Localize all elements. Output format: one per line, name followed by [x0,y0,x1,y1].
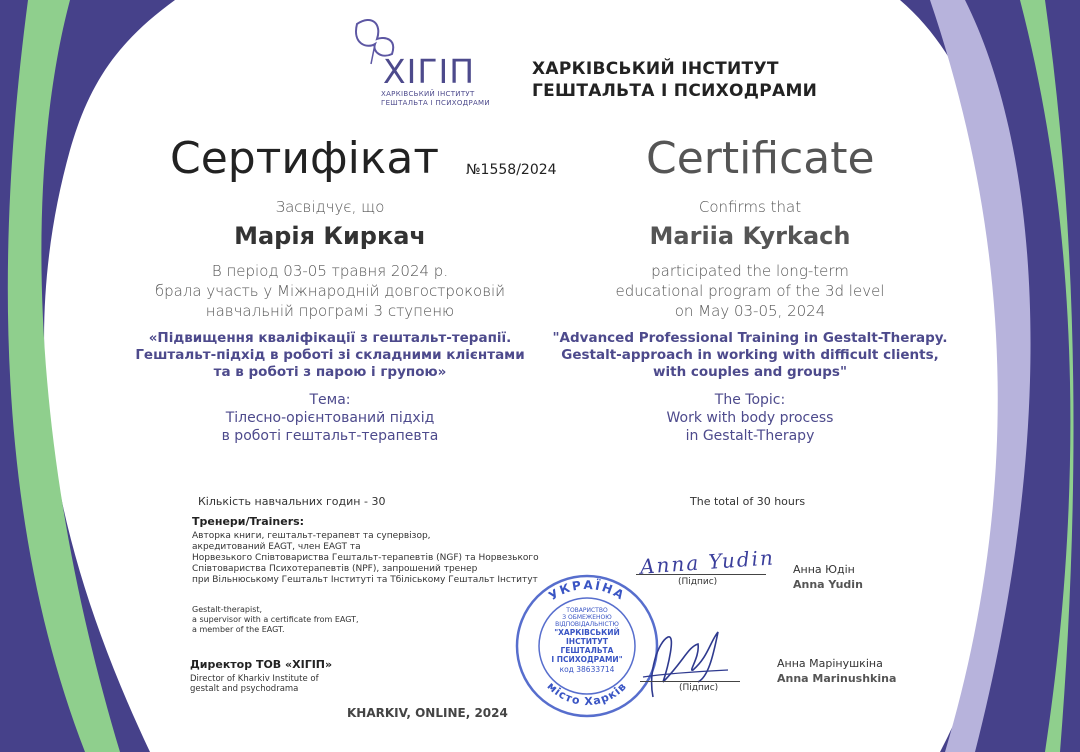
footer-location: KHARKIV, ONLINE, 2024 [347,706,508,720]
body-ua-line: брала участь у Міжнародній довгостроковій [154,282,506,300]
topic-ua-line: в роботі гештальт-терапевта [221,428,439,444]
certificate-title-en: Certificate [646,133,875,184]
director-title-en-line: Director of Kharkiv Institute of [190,674,319,684]
director-signature-caption: (Підпис) [679,683,719,693]
topic-ua-label: Тема: [309,392,351,408]
recipient-name-en: Mariia Kyrkach [649,222,851,250]
stamp-inner-line: І ПСИХОДРАМИ" [551,655,623,664]
hours-en: The total of 30 hours [690,495,806,508]
logo-mark: ХІГІП [383,52,476,91]
topic-en-line: Work with body process [666,410,834,426]
stamp-inner-line: код 38633714 [559,665,615,674]
en-column [500,198,1000,445]
stamp-bottom-text: місто Харків [544,679,630,709]
topic-en-line: in Gestalt-Therapy [685,428,815,444]
trainer-desc-en-line: a member of the EAGT. [192,625,285,634]
stamp-inner-line: ГЕШТАЛЬТА [560,646,614,655]
director-name-ua: Анна Марінушкіна [777,657,883,670]
logo-line1: ХАРКІВСЬКИЙ ІНСТИТУТ [381,90,475,98]
hours-ua: Кількість навчальних годин - 30 [198,495,386,508]
trainer-name-ua: Анна Юдін [793,563,855,576]
program-en [500,330,1000,381]
certificate-number: №1558/2024 [466,162,557,178]
recipient-name-ua: Марія Киркач [234,222,426,250]
stamp-inner-line: ВІДПОВІДАЛЬНІСТЮ [555,621,619,628]
trainer-desc-line: Норвезького Співтовариства Гештальт-терапевтів (NGF) та Норвезького [192,553,539,563]
topic-en [500,391,1000,445]
confirms-ua: Засвідчує, що [275,198,385,216]
trainer-desc-line: акредитований EAGT, член EAGT та [192,542,361,552]
certificate-title-ua: Сертифікат [170,133,439,184]
stamp-top-text: УКРАЇНА [546,577,628,604]
program-ua-line: «Підвищення кваліфікації з гештальт-терапії. [148,330,512,346]
stamp-inner-line: "ХАРКІВСЬКИЙ [554,628,620,637]
body-en-line: on May 03-05, 2024 [674,302,826,320]
institute-name-line1: ХАРКІВСЬКИЙ ІНСТИТУТ [532,59,779,79]
trainer-signature: Anna Yudin [639,545,776,579]
trainer-name-en: Anna Yudin [793,578,863,591]
program-en-line: with couples and groups" [653,364,847,380]
trainer-desc-line: Співтовариства Психотерапевтів (NPF), запрошений тренер [192,564,478,574]
trainer-description-ua [192,531,552,586]
director-name-en: Anna Marinushkina [777,672,897,685]
logo-line2: ГЕШТАЛЬТА І ПСИХОДРАМИ [381,99,490,107]
director-title-en [190,674,319,694]
director-title-en-line: gestalt and psychodrama [190,684,299,694]
stamp-inner-line: ТОВАРИСТВО [566,607,608,614]
trainers-heading: Тренери/Trainers: [192,515,305,528]
topic-en-label: The Topic: [714,392,786,408]
institute-logo [345,14,505,114]
trainer-desc-line: Авторка книги, гештальт-терапевт та супервізор, [192,531,431,541]
stamp-inner-line: ІНСТИТУТ [566,637,608,646]
confirms-en: Confirms that [698,198,802,216]
trainer-description-en [192,605,359,635]
program-ua-line: Гештальт-підхід в роботі зі складними клієнтами [135,347,525,363]
body-en [500,261,1000,321]
program-en-line: "Advanced Professional Training in Gestalt-Therapy. [552,330,948,346]
body-en-line: educational program of the 3d level [615,282,885,300]
body-ua-line: В період 03-05 травня 2024 р. [211,262,449,280]
director-title-ua: Директор ТОВ «ХІГІП» [190,658,333,671]
program-ua-line: та в роботі з парою і групою» [213,364,447,380]
trainer-signature-caption: (Підпис) [678,577,718,587]
stamp-inner-line: З ОБМЕЖЕНОЮ [562,614,612,621]
program-en-line: Gestalt-approach in working with difficult clients, [561,347,939,363]
trainer-desc-line: при Вільнюському Гештальт Інституті та Тбіліському Гештальт Інститут [192,575,538,585]
body-ua-line: навчальній програмі 3 ступеню [205,302,455,320]
trainer-desc-en-line: a supervisor with a certificate from EAGT, [192,615,359,624]
institute-name [532,59,817,101]
body-en-line: participated the long-term [651,262,849,280]
trainer-desc-en-line: Gestalt-therapist, [192,605,263,614]
director-signature-line [640,681,740,682]
topic-ua-line: Тілесно-орієнтований підхід [225,410,435,426]
institute-name-line2: ГЕШТАЛЬТА І ПСИХОДРАМИ [532,81,818,101]
